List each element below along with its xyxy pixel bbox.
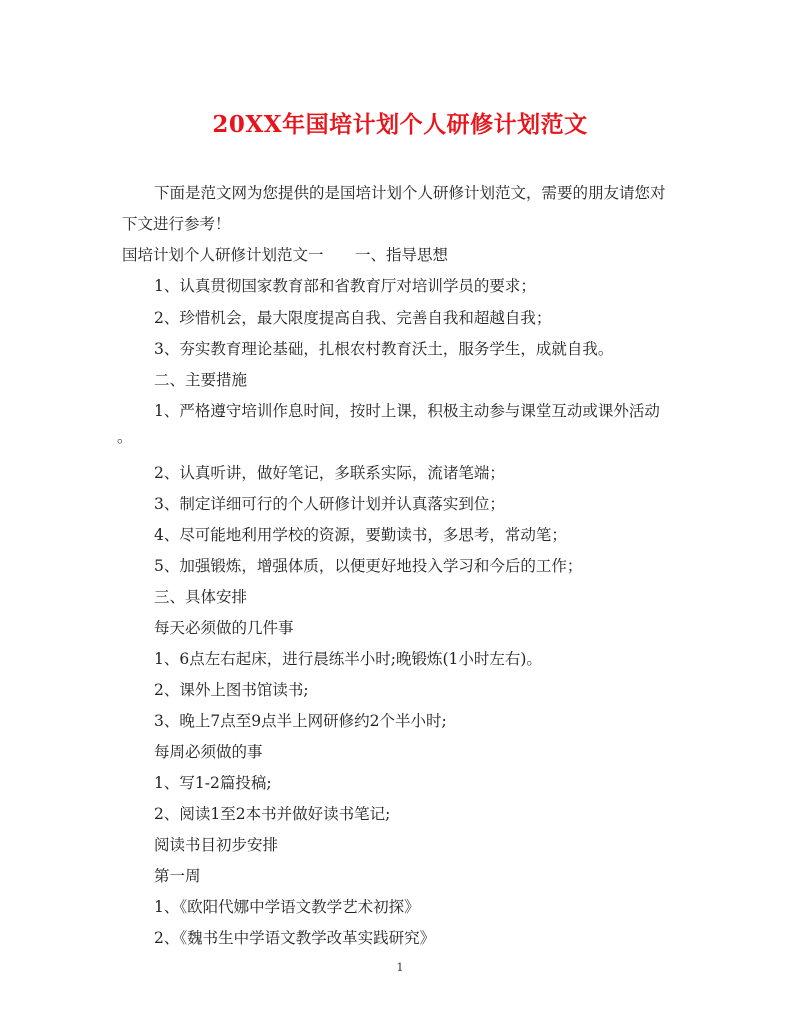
section1-heading: 一、指导思想 bbox=[355, 246, 449, 264]
list-item: 3、夯实教育理论基础，扎根农村教育沃土，服务学生，成就自我。 bbox=[154, 340, 614, 358]
list-item: 2、认真听讲，做好笔记，多联系实际，流诸笔端； bbox=[154, 464, 505, 482]
week1-heading: 第一周 bbox=[154, 867, 201, 885]
daily-heading: 每天必须做的几件事 bbox=[154, 619, 294, 637]
page-number: 1 bbox=[396, 961, 404, 974]
list-item: 3、晚上7点至9点半上网研修约2个半小时; bbox=[154, 712, 447, 730]
list-item: 2、阅读1至2本书并做好读书笔记; bbox=[154, 805, 391, 823]
list-item: 5、加强锻炼，增强体质，以便更好地投入学习和今后的工作； bbox=[154, 557, 583, 575]
list-item: 1、写1-2篇投稿; bbox=[154, 774, 272, 792]
intro-line-2: 下文进行参考！ bbox=[122, 215, 231, 233]
list-item: 2、珍惜机会，最大限度提高自我、完善自我和超越自我； bbox=[154, 309, 552, 327]
document-title: 20XX年国培计划个人研修计划范文 bbox=[212, 111, 588, 138]
intro-line-1: 下面是范文网为您提供的是国培计划个人研修计划范文，需要的朋友请您对 bbox=[154, 184, 666, 202]
section1-doc-label: 国培计划个人研修计划范文一 bbox=[122, 246, 324, 264]
list-item-continuation: 。 bbox=[117, 428, 133, 446]
list-item: 1、认真贯彻国家教育部和省教育厅对培训学员的要求； bbox=[154, 277, 536, 295]
section3-heading: 三、具体安排 bbox=[154, 588, 248, 606]
section2-heading: 二、主要措施 bbox=[154, 371, 248, 389]
list-item: 1、6点左右起床，进行晨练半小时;晚锻炼(1小时左右)。 bbox=[154, 650, 542, 668]
reading-heading: 阅读书目初步安排 bbox=[154, 836, 279, 854]
list-item: 1、《欧阳代娜中学语文教学艺术初探》 bbox=[154, 898, 420, 916]
list-item: 2、《魏书生中学语文教学改革实践研究》 bbox=[154, 929, 436, 947]
list-item: 3、制定详细可行的个人研修计划并认真落实到位； bbox=[154, 495, 505, 513]
list-item: 1、严格遵守培训作息时间，按时上课，积极主动参与课堂互动或课外活动 bbox=[154, 402, 660, 420]
list-item: 2、课外上图书馆读书; bbox=[154, 681, 309, 699]
list-item: 4、尽可能地利用学校的资源，要勤读书，多思考，常动笔； bbox=[154, 526, 567, 544]
weekly-heading: 每周必须做的事 bbox=[154, 743, 263, 761]
